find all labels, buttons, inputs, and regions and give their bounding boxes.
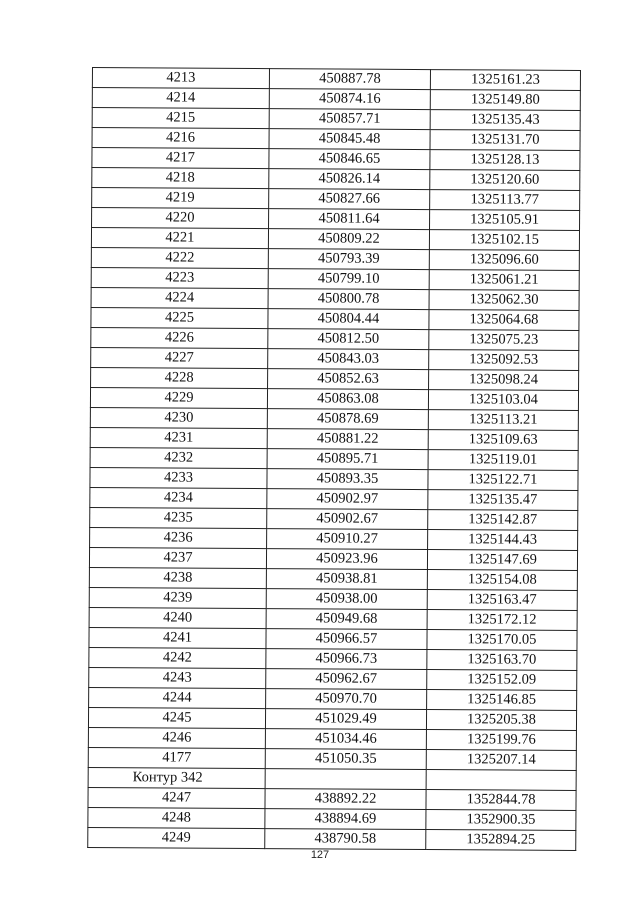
point-number-cell: 4240 [89, 607, 266, 628]
point-number-cell: 4232 [90, 447, 267, 468]
point-number-cell: 4222 [91, 247, 268, 268]
x-coordinate-cell: 438790.58 [265, 829, 426, 850]
section-label: Контур 342 [88, 767, 265, 788]
y-coordinate-cell: 1325113.21 [428, 410, 578, 431]
x-coordinate-cell: 450874.16 [269, 89, 430, 110]
x-coordinate-cell: 450881.22 [267, 429, 428, 450]
y-coordinate-cell: 1325064.68 [429, 310, 579, 331]
point-number-cell: 4214 [92, 88, 269, 109]
point-number-cell: 4227 [91, 347, 268, 368]
x-coordinate-cell: 450846.65 [269, 149, 430, 170]
point-number-cell: 4216 [92, 128, 269, 149]
point-number-cell: 4235 [90, 507, 267, 528]
x-coordinate-cell: 450923.96 [266, 549, 427, 570]
y-coordinate-cell: 1325154.08 [427, 570, 577, 591]
empty-cell [265, 769, 426, 790]
point-number-cell: 4236 [90, 527, 267, 548]
point-number-cell: 4226 [91, 327, 268, 348]
y-coordinate-cell: 1325098.24 [429, 370, 579, 391]
y-coordinate-cell: 1325207.14 [426, 750, 576, 771]
section-row [88, 767, 576, 790]
y-coordinate-cell: 1325142.87 [428, 510, 578, 531]
x-coordinate-cell: 450902.97 [267, 489, 428, 510]
point-number-cell: 4238 [89, 567, 266, 588]
x-coordinate-cell: 450938.81 [266, 569, 427, 590]
point-number-cell: 4228 [91, 367, 268, 388]
x-coordinate-cell: 450962.67 [266, 669, 427, 690]
y-coordinate-cell: 1325163.70 [427, 650, 577, 671]
y-coordinate-cell: 1325062.30 [429, 290, 579, 311]
x-coordinate-cell: 451029.49 [265, 709, 426, 730]
x-coordinate-cell: 450809.22 [268, 229, 429, 250]
point-number-cell: 4239 [89, 587, 266, 608]
x-coordinate-cell: 450857.71 [269, 109, 430, 130]
y-coordinate-cell: 1325075.23 [429, 330, 579, 351]
point-number-cell: 4220 [92, 208, 269, 229]
point-number-cell: 4244 [89, 687, 266, 708]
y-coordinate-cell: 1325103.04 [428, 390, 578, 411]
point-number-cell: 4221 [91, 228, 268, 249]
point-number-cell: 4218 [92, 168, 269, 189]
y-coordinate-cell: 1325120.60 [430, 170, 580, 191]
point-number-cell: 4217 [92, 148, 269, 169]
y-coordinate-cell: 1325205.38 [426, 710, 576, 731]
y-coordinate-cell: 1325135.43 [430, 110, 580, 131]
y-coordinate-cell: 1325102.15 [429, 230, 579, 251]
x-coordinate-cell: 450910.27 [267, 529, 428, 550]
y-coordinate-cell: 1325109.63 [428, 430, 578, 451]
y-coordinate-cell: 1325131.70 [430, 130, 580, 151]
y-coordinate-cell: 1325170.05 [427, 630, 577, 651]
x-coordinate-cell: 450852.63 [268, 369, 429, 390]
page-number: 127 [310, 849, 330, 861]
y-coordinate-cell: 1325096.60 [429, 250, 579, 271]
point-number-cell: 4242 [89, 647, 266, 668]
point-number-cell: 4229 [90, 387, 267, 408]
x-coordinate-cell: 450887.78 [269, 69, 430, 90]
x-coordinate-cell: 450893.35 [267, 469, 428, 490]
y-coordinate-cell: 1325172.12 [427, 610, 577, 631]
x-coordinate-cell: 450970.70 [266, 689, 427, 710]
point-number-cell: 4245 [88, 707, 265, 728]
point-number-cell: 4219 [92, 188, 269, 209]
x-coordinate-cell: 450966.73 [266, 649, 427, 670]
x-coordinate-cell: 451050.35 [265, 749, 426, 770]
point-number-cell: 4224 [91, 287, 268, 308]
x-coordinate-cell: 450799.10 [268, 269, 429, 290]
x-coordinate-cell: 450902.67 [267, 509, 428, 530]
y-coordinate-cell: 1352900.35 [426, 810, 576, 831]
point-number-cell: 4225 [91, 307, 268, 328]
point-number-cell: 4213 [92, 68, 269, 89]
y-coordinate-cell: 1352844.78 [426, 790, 576, 811]
point-number-cell: 4233 [90, 467, 267, 488]
x-coordinate-cell: 450966.57 [266, 629, 427, 650]
x-coordinate-cell: 450895.71 [267, 449, 428, 470]
x-coordinate-cell: 450800.78 [268, 289, 429, 310]
y-coordinate-cell: 1325152.09 [427, 670, 577, 691]
point-number-cell: 4223 [91, 267, 268, 288]
y-coordinate-cell: 1325119.01 [428, 450, 578, 471]
x-coordinate-cell: 438894.69 [265, 809, 426, 830]
x-coordinate-cell: 450845.48 [269, 129, 430, 150]
point-number-cell: 4177 [88, 747, 265, 768]
point-number-cell: 4246 [88, 727, 265, 748]
x-coordinate-cell: 450826.14 [269, 169, 430, 190]
point-number-cell: 4247 [88, 787, 265, 808]
point-number-cell: 4237 [89, 547, 266, 568]
y-coordinate-cell: 1325161.23 [430, 70, 580, 91]
x-coordinate-cell: 450863.08 [267, 389, 428, 410]
x-coordinate-cell: 450804.44 [268, 309, 429, 330]
point-number-cell: 4234 [90, 487, 267, 508]
point-number-cell: 4248 [88, 807, 265, 828]
x-coordinate-cell: 438892.22 [265, 789, 426, 810]
y-coordinate-cell: 1325199.76 [426, 730, 576, 751]
x-coordinate-cell: 450949.68 [266, 609, 427, 630]
coordinates-table [87, 67, 581, 851]
y-coordinate-cell: 1325122.71 [428, 470, 578, 491]
y-coordinate-cell: 1325147.69 [427, 550, 577, 571]
x-coordinate-cell: 450793.39 [268, 249, 429, 270]
y-coordinate-cell: 1325105.91 [430, 210, 580, 231]
y-coordinate-cell: 1325128.13 [430, 150, 580, 171]
x-coordinate-cell: 450878.69 [267, 409, 428, 430]
y-coordinate-cell: 1325163.47 [427, 590, 577, 611]
x-coordinate-cell: 450938.00 [266, 589, 427, 610]
y-coordinate-cell: 1325146.85 [427, 690, 577, 711]
y-coordinate-cell: 1325061.21 [429, 270, 579, 291]
x-coordinate-cell: 451034.46 [265, 729, 426, 750]
empty-cell [426, 770, 576, 791]
y-coordinate-cell: 1325144.43 [428, 530, 578, 551]
x-coordinate-cell: 450811.64 [269, 209, 430, 230]
y-coordinate-cell: 1325135.47 [428, 490, 578, 511]
y-coordinate-cell: 1325149.80 [430, 90, 580, 111]
point-number-cell: 4249 [88, 827, 265, 848]
point-number-cell: 4231 [90, 427, 267, 448]
x-coordinate-cell: 450827.66 [269, 189, 430, 210]
table-row [88, 827, 576, 850]
point-number-cell: 4243 [89, 667, 266, 688]
y-coordinate-cell: 1325113.77 [430, 190, 580, 211]
point-number-cell: 4215 [92, 108, 269, 129]
point-number-cell: 4241 [89, 627, 266, 648]
point-number-cell: 4230 [90, 407, 267, 428]
y-coordinate-cell: 1352894.25 [426, 830, 576, 851]
y-coordinate-cell: 1325092.53 [429, 350, 579, 371]
x-coordinate-cell: 450843.03 [268, 349, 429, 370]
coordinates-table-body [88, 68, 581, 851]
x-coordinate-cell: 450812.50 [268, 329, 429, 350]
